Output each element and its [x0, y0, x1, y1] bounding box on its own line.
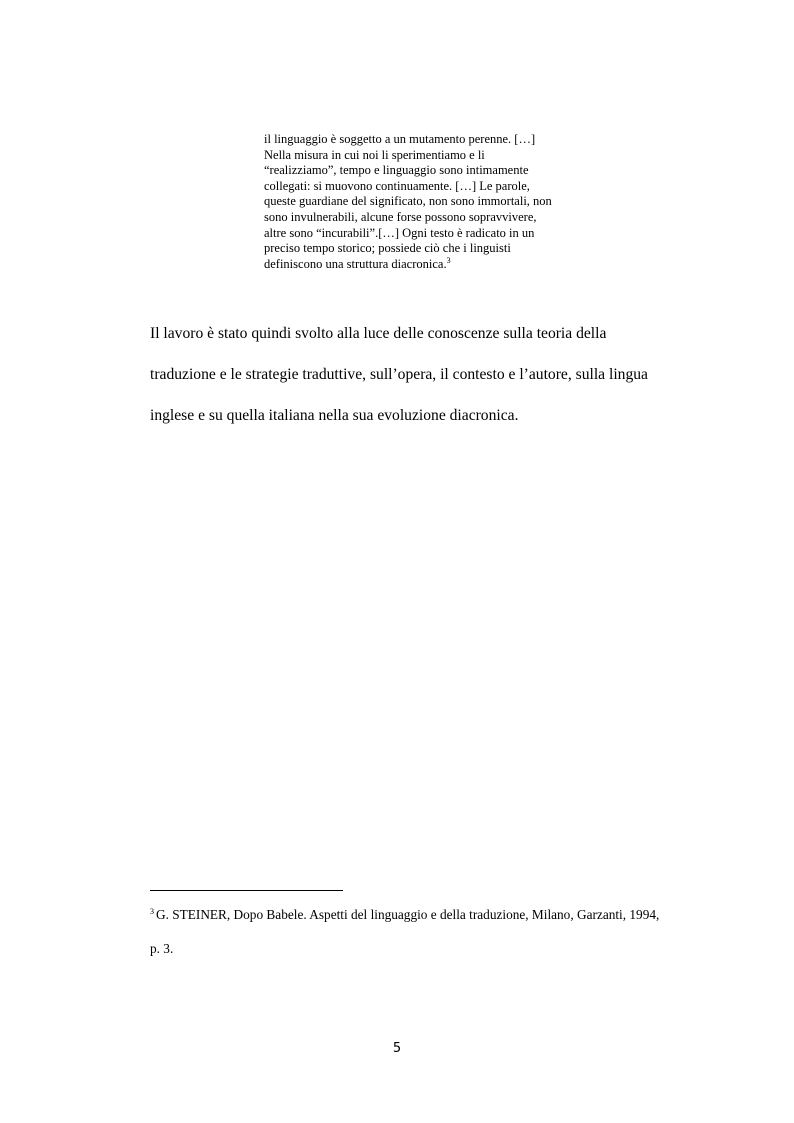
quote-line-last [264, 257, 594, 273]
footnote-text: G. STEINER, Dopo Babele. Aspetti del linguaggio e della traduzione, Milano, Garzanti, 1994, [156, 907, 660, 922]
footnote-number: 3 [150, 907, 154, 916]
block-quote [264, 132, 594, 272]
quote-line: preciso tempo storico; possiede ciò che i linguisti [264, 241, 511, 256]
quote-line: “realizziamo”, tempo e linguaggio sono intimamente [264, 163, 529, 178]
footnote-separator [150, 890, 343, 891]
footnote-line: p. 3. [150, 941, 174, 956]
quote-line: il linguaggio è soggetto a un mutamento perenne. […] [264, 132, 536, 146]
quote-line: queste guardiane del significato, non sono immortali, non [264, 194, 552, 209]
quote-line: Nella misura in cui noi li sperimentiamo e li [264, 147, 485, 162]
quote-line: altre sono “incurabili”.[…] Ogni testo è radicato in un [264, 225, 535, 240]
footnote-line [150, 898, 680, 932]
body-paragraph [150, 313, 680, 436]
quote-line: collegati: si muovono continuamente. […] Le parole, [264, 178, 530, 193]
paragraph-line: inglese e su quella italiana nella sua evoluzione diacronica. [150, 407, 519, 424]
footnote [150, 898, 680, 966]
quote-line: sono invulnerabili, alcune forse possono sopravvivere, [264, 209, 537, 224]
quote-line-text: definiscono una struttura diacronica. [264, 256, 447, 271]
page-number: 5 [392, 1041, 402, 1056]
paragraph-line: traduzione e le strategie traduttive, sull’opera, il contesto e l’autore, sulla lingua [150, 366, 648, 383]
paragraph-line: Il lavoro è stato quindi svolto alla luce delle conoscenze sulla teoria della [150, 325, 607, 342]
footnote-reference[interactable]: 3 [446, 255, 451, 265]
